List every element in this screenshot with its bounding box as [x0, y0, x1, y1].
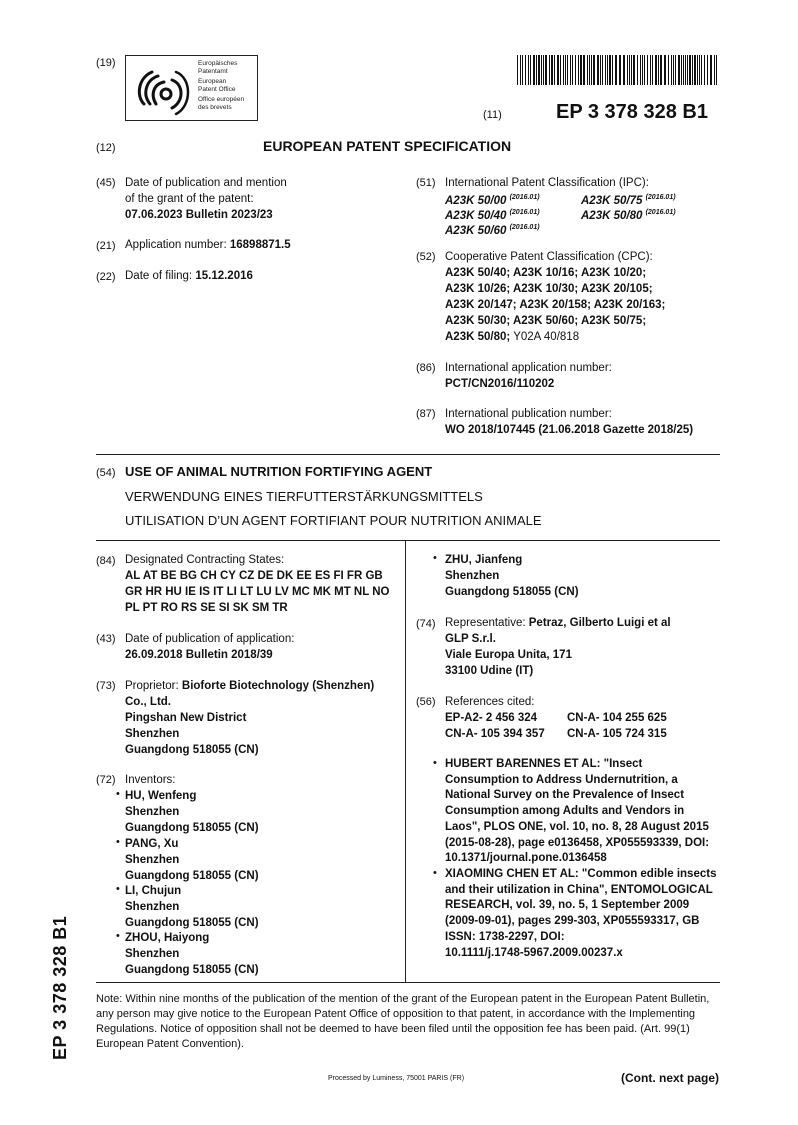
reference-line: and their utilization in China", ENTOMOLOGICAL [445, 883, 713, 896]
document-title: EUROPEAN PATENT SPECIFICATION [263, 138, 512, 154]
proprietor-line: Proprietor: Bioforte Biotechnology (Shenzhen) [125, 680, 375, 692]
proprietor-line: Pingshan New District [125, 712, 247, 724]
inid-code-12: (12) [96, 142, 116, 154]
continued-label: (Cont. next page) [621, 1071, 719, 1085]
reference-line: HUBERT BARENNES ET AL: "Insect [445, 758, 643, 770]
states-line: PL PT RO RS SE SI SK SM TR [125, 602, 288, 614]
inventor-city: Shenzhen [125, 901, 180, 913]
bullet-icon: • [433, 867, 437, 879]
title-english: USE OF ANIMAL NUTRITION FORTIFYING AGENT [125, 464, 433, 479]
grant-date-value: 07.06.2023 Bulletin 2023/23 [125, 209, 273, 221]
literature-reference [445, 757, 725, 867]
filing-date-value: 15.12.2016 [195, 270, 253, 282]
inid-code-22: (22) [96, 271, 116, 283]
inid-code-86: (86) [416, 362, 436, 374]
states-line: GR HR HU IE IS IT LI LT LU LV MC MK MT NL NO [125, 586, 390, 598]
cpc-line: A23K 50/40; A23K 10/16; A23K 10/20; [445, 267, 647, 279]
ipc-label: International Patent Classification (IPC): [445, 177, 649, 189]
inventor-city: Shenzhen [125, 948, 180, 960]
reference-line: (2009-09-01), pages 299-303, XP055593317, GB [445, 915, 700, 928]
field-label: Application number: [125, 239, 227, 251]
field-label: Date of filing: [125, 270, 193, 282]
patent-citation: CN-A- 105 724 315 [567, 728, 667, 740]
inid-code-52: (52) [416, 251, 436, 263]
proprietor-line: Co., Ltd. [125, 696, 171, 708]
proprietor-line: Shenzhen [125, 728, 180, 740]
processed-by: Processed by Luminess, 75001 PARIS (FR) [328, 1075, 465, 1082]
representative [445, 615, 725, 679]
field-label: References cited: [445, 696, 535, 708]
proprietor [125, 678, 400, 758]
field-label: Cooperative Patent Classification (CPC): [445, 251, 653, 263]
inid-code-11: (11) [483, 109, 502, 121]
bullet-icon: • [116, 883, 120, 895]
field-label: Date of publication and mention [125, 177, 287, 189]
cpc-line: A23K 50/80; Y02A 40/818 [445, 331, 580, 343]
inventor-name: ZHOU, Haiyong [125, 932, 210, 944]
bullet-icon: • [433, 757, 437, 769]
inid-code-73: (73) [96, 680, 116, 692]
literature-reference [445, 867, 725, 961]
reference-line: 10.1111/j.1748-5967.2009.00237.x [445, 946, 623, 959]
cpc-classification [445, 249, 735, 345]
field-label: of the grant of the patent: [125, 193, 254, 205]
application-number-field [125, 237, 291, 253]
inventor-item [125, 788, 375, 836]
inid-code-72: (72) [96, 774, 116, 786]
application-publication-field [125, 631, 294, 663]
inid-code-54: (54) [96, 467, 116, 479]
designated-states [125, 552, 400, 616]
publication-number: EP 3 378 328 B1 [556, 101, 708, 123]
inid-code-45: (45) [96, 177, 116, 189]
barcode-icon [517, 55, 719, 85]
office-name-line: Office européen [198, 96, 245, 103]
column-divider [405, 540, 406, 982]
epo-emblem-icon [132, 60, 192, 116]
side-publication-number: EP 3 378 328 B1 [50, 915, 70, 1060]
office-name-line: des brevets [198, 103, 232, 111]
inventor-city: Shenzhen [445, 570, 500, 582]
office-name-line: Patent Office [198, 85, 236, 93]
patent-citation: CN-A- 104 255 625 [567, 712, 667, 724]
representative-line: 33100 Udine (IT) [445, 665, 534, 677]
inventor-region: Guangdong 518055 (CN) [125, 822, 259, 834]
title-german: VERWENDUNG EINES TIERFUTTERSTÄRKUNGSMITTELS [125, 489, 483, 504]
office-names [198, 60, 244, 111]
reference-line: National Survey on the Prevalence of Insect [445, 789, 685, 802]
bullet-icon: • [433, 552, 437, 564]
inventor-region: Guangdong 518055 (CN) [445, 586, 579, 598]
inventor-item [125, 836, 375, 884]
epo-logo [125, 55, 258, 121]
application-number-value: 16898871.5 [229, 239, 291, 251]
reference-line: 10.1371/journal.pone.0136458 [445, 852, 607, 865]
ipc-entry: A23K 50/00 $^{(2016.01)}$ [445, 194, 540, 207]
grant-publication-field [125, 175, 395, 223]
representative-line: Representative: Petraz, Gilberto Luigi et al [445, 617, 671, 629]
title-french: UTILISATION D’UN AGENT FORTIFIANT POUR NUTRITION ANIMALE [125, 513, 542, 528]
reference-line: RESEARCH, vol. 39, no. 5, 1 September 2009 [445, 899, 690, 912]
intl-application-field [445, 360, 612, 392]
inventor-city: Shenzhen [125, 806, 180, 818]
inventor-region: Guangdong 518055 (CN) [125, 964, 259, 976]
inventor-name: HU, Wenfeng [125, 790, 197, 802]
inventor-item [125, 930, 375, 978]
bullet-icon: • [116, 788, 120, 800]
ipc-entry: A23K 50/60 $^{(2016.01)}$ [445, 224, 540, 237]
inid-code-43: (43) [96, 633, 116, 645]
field-label: International publication number: [445, 408, 612, 420]
divider [96, 454, 720, 455]
inid-code-21: (21) [96, 240, 116, 252]
inid-code-19: (19) [96, 57, 116, 69]
cpc-line: A23K 50/30; A23K 50/60; A23K 50/75; [445, 315, 647, 327]
bullet-icon: • [116, 930, 120, 942]
divider [96, 540, 720, 541]
bullet-icon: • [116, 836, 120, 848]
office-name-line: Europäisches [198, 60, 238, 67]
office-name-line: European [198, 78, 227, 85]
opposition-note: Note: Within nine months of the publication of the mention of the grant of the European patent in the European Patent Bulletin, any person may give notice to the European Patent Office of opposition to that patent, in accordance with the Implementing Regulations. Notice of opposition shall not be deemed to have been filed until the opposition fee has been paid. (Art. 99(1) European Patent Convention). [96, 993, 710, 1050]
inventor-item [125, 883, 375, 931]
states-line: AL AT BE BG CH CY CZ DE DK EE ES FI FR GB [125, 570, 383, 582]
patent-citation: EP-A2- 2 456 324 [445, 712, 538, 724]
inventor-item [445, 552, 725, 600]
intl-publication-field [445, 406, 693, 438]
reference-line: (2015-08-28), page e0136458, XP055593339, DOI: [445, 836, 710, 849]
inid-code-51: (51) [416, 177, 436, 189]
intl-application-value: PCT/CN2016/110202 [445, 378, 555, 390]
representative-line: GLP S.r.l. [445, 633, 496, 645]
inventor-name: LI, Chujun [125, 885, 182, 897]
reference-line: Consumption among Adults and Vendors in [445, 805, 685, 818]
proprietor-line: Guangdong 518055 (CN) [125, 744, 259, 756]
filing-date-field [125, 268, 253, 284]
field-label: Inventors: [125, 774, 176, 786]
cpc-line: A23K 10/26; A23K 10/30; A23K 20/105; [445, 283, 653, 295]
ipc-entry: A23K 50/40 $^{(2016.01)}$ [445, 209, 540, 222]
cpc-line: A23K 20/147; A23K 20/158; A23K 20/163; [445, 299, 666, 311]
reference-line: Laos", PLOS ONE, vol. 10, no. 8, 28 August 2015 [445, 820, 709, 833]
inventor-city: Shenzhen [125, 854, 180, 866]
ipc-classification-grid [445, 190, 725, 235]
field-label: Date of publication of application: [125, 633, 295, 645]
inid-code-87: (87) [416, 408, 436, 420]
patent-citation: CN-A- 105 394 357 [445, 728, 545, 740]
application-publication-value: 26.09.2018 Bulletin 2018/39 [125, 649, 273, 661]
inventor-region: Guangdong 518055 (CN) [125, 870, 259, 882]
ipc-entry: A23K 50/80 $^{(2016.01)}$ [581, 209, 676, 222]
field-label: International application number: [445, 362, 612, 374]
reference-line: Consumption to Address Undernutrition, a [445, 773, 678, 786]
reference-line: ISSN: 1738-2297, DOI: [445, 930, 565, 943]
inventor-region: Guangdong 518055 (CN) [125, 917, 259, 929]
inid-code-74: (74) [416, 618, 436, 630]
inid-code-56: (56) [416, 696, 436, 708]
inid-code-84: (84) [96, 555, 116, 567]
reference-line: XIAOMING CHEN ET AL: "Common edible insects [445, 868, 717, 880]
office-name-line: Patentamt [198, 67, 228, 75]
representative-line: Viale Europa Unita, 171 [445, 649, 572, 661]
intl-publication-value: WO 2018/107445 (21.06.2018 Gazette 2018/25) [445, 424, 694, 436]
inventor-name: PANG, Xu [125, 838, 179, 850]
inventor-name: ZHU, Jianfeng [445, 554, 523, 566]
ipc-entry: A23K 50/75 $^{(2016.01)}$ [581, 194, 676, 207]
barcode [517, 55, 719, 85]
field-label: Designated Contracting States: [125, 554, 285, 566]
divider [96, 982, 720, 983]
